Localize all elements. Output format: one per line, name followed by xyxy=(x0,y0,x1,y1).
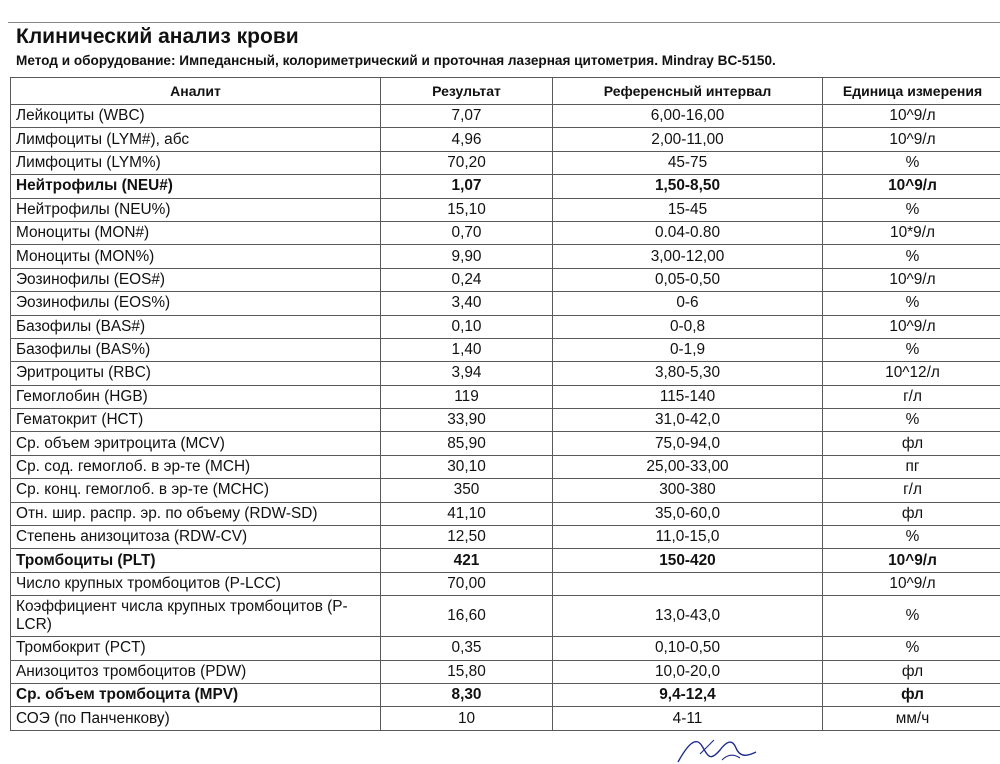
cell-analyte: Отн. шир. распр. эр. по объему (RDW-SD) xyxy=(11,502,381,525)
table-row xyxy=(11,637,1000,660)
cell-reference-range: 75,0-94,0 xyxy=(553,432,823,455)
cell-reference-range: 15-45 xyxy=(553,198,823,221)
results-table xyxy=(10,77,1000,731)
cell-result: 3,94 xyxy=(381,362,553,385)
cell-analyte: Ср. объем эритроцита (MCV) xyxy=(11,432,381,455)
cell-result: 12,50 xyxy=(381,526,553,549)
cell-reference-range: 0-0,8 xyxy=(553,315,823,338)
cell-unit: % xyxy=(823,198,1000,221)
table-header-row xyxy=(11,78,1000,105)
table-row xyxy=(11,175,1000,198)
cell-result: 41,10 xyxy=(381,502,553,525)
cell-analyte: Моноциты (MON%) xyxy=(11,245,381,268)
cell-result: 350 xyxy=(381,479,553,502)
cell-analyte: Лимфоциты (LYM%) xyxy=(11,151,381,174)
table-row xyxy=(11,707,1000,730)
cell-unit: г/л xyxy=(823,479,1000,502)
cell-unit: 10^9/л xyxy=(823,549,1000,572)
table-row xyxy=(11,128,1000,151)
table-row xyxy=(11,292,1000,315)
table-row xyxy=(11,432,1000,455)
cell-result: 3,40 xyxy=(381,292,553,315)
cell-reference-range: 150-420 xyxy=(553,549,823,572)
cell-reference-range: 9,4-12,4 xyxy=(553,683,823,706)
cell-analyte: Базофилы (BAS#) xyxy=(11,315,381,338)
header-unit: Единица измерения xyxy=(823,78,1000,105)
cell-result: 10 xyxy=(381,707,553,730)
cell-analyte: Эозинофилы (EOS#) xyxy=(11,268,381,291)
cell-unit: % xyxy=(823,151,1000,174)
cell-result: 4,96 xyxy=(381,128,553,151)
cell-reference-range: 3,00-12,00 xyxy=(553,245,823,268)
cell-reference-range: 0,10-0,50 xyxy=(553,637,823,660)
table-row xyxy=(11,362,1000,385)
cell-result: 1,07 xyxy=(381,175,553,198)
cell-result: 33,90 xyxy=(381,409,553,432)
header-reference-range: Референсный интервал xyxy=(553,78,823,105)
cell-analyte: Нейтрофилы (NEU%) xyxy=(11,198,381,221)
cell-reference-range: 11,0-15,0 xyxy=(553,526,823,549)
cell-analyte: Моноциты (MON#) xyxy=(11,221,381,244)
cell-reference-range xyxy=(553,572,823,595)
cell-analyte: Коэффициент числа крупных тромбоцитов (P-LCR) xyxy=(11,596,381,637)
table-row xyxy=(11,683,1000,706)
cell-reference-range: 300-380 xyxy=(553,479,823,502)
cell-reference-range: 0-6 xyxy=(553,292,823,315)
cell-result: 1,40 xyxy=(381,338,553,361)
cell-unit: г/л xyxy=(823,385,1000,408)
method-description: Метод и оборудование: Импедансный, колориметрический и проточная лазерная цитометрия. Mindray BC-5150. xyxy=(16,53,776,68)
table-row xyxy=(11,479,1000,502)
cell-reference-range: 0-1,9 xyxy=(553,338,823,361)
table-row xyxy=(11,198,1000,221)
table-row xyxy=(11,151,1000,174)
cell-unit: фл xyxy=(823,432,1000,455)
cell-unit: 10^9/л xyxy=(823,128,1000,151)
cell-reference-range: 0.04-0.80 xyxy=(553,221,823,244)
signature-image xyxy=(670,732,810,764)
cell-result: 119 xyxy=(381,385,553,408)
cell-unit: мм/ч xyxy=(823,707,1000,730)
cell-result: 15,10 xyxy=(381,198,553,221)
cell-analyte: Эозинофилы (EOS%) xyxy=(11,292,381,315)
cell-result: 16,60 xyxy=(381,596,553,637)
cell-unit: 10*9/л xyxy=(823,221,1000,244)
cell-analyte: Число крупных тромбоцитов (P-LCC) xyxy=(11,572,381,595)
cell-result: 0,70 xyxy=(381,221,553,244)
cell-unit: фл xyxy=(823,660,1000,683)
table-row xyxy=(11,526,1000,549)
table-row xyxy=(11,268,1000,291)
table-row xyxy=(11,596,1000,637)
cell-reference-range: 45-75 xyxy=(553,151,823,174)
table-row xyxy=(11,660,1000,683)
cell-result: 8,30 xyxy=(381,683,553,706)
cell-unit: 10^9/л xyxy=(823,175,1000,198)
cell-reference-range: 35,0-60,0 xyxy=(553,502,823,525)
cell-analyte: Гематокрит (HCT) xyxy=(11,409,381,432)
table-row xyxy=(11,315,1000,338)
cell-unit: фл xyxy=(823,502,1000,525)
table-row xyxy=(11,572,1000,595)
cell-reference-range: 115-140 xyxy=(553,385,823,408)
cell-result: 7,07 xyxy=(381,105,553,128)
cell-result: 0,24 xyxy=(381,268,553,291)
cell-result: 85,90 xyxy=(381,432,553,455)
cell-reference-range: 31,0-42,0 xyxy=(553,409,823,432)
cell-unit: % xyxy=(823,338,1000,361)
table-row xyxy=(11,105,1000,128)
cell-analyte: Гемоглобин (HGB) xyxy=(11,385,381,408)
table-row xyxy=(11,409,1000,432)
cell-reference-range: 25,00-33,00 xyxy=(553,455,823,478)
table-row xyxy=(11,549,1000,572)
cell-analyte: Эритроциты (RBC) xyxy=(11,362,381,385)
cell-analyte: Нейтрофилы (NEU#) xyxy=(11,175,381,198)
cell-unit: 10^12/л xyxy=(823,362,1000,385)
report-title: Клинический анализ крови xyxy=(16,25,299,48)
cell-analyte: Ср. сод. гемоглоб. в эр-те (MCH) xyxy=(11,455,381,478)
cell-analyte: Тромбоциты (PLT) xyxy=(11,549,381,572)
header-analyte: Аналит xyxy=(11,78,381,105)
cell-result: 70,00 xyxy=(381,572,553,595)
cell-analyte: Степень анизоцитоза (RDW-CV) xyxy=(11,526,381,549)
header-result: Результат xyxy=(381,78,553,105)
cell-result: 421 xyxy=(381,549,553,572)
cell-reference-range: 1,50-8,50 xyxy=(553,175,823,198)
table-row xyxy=(11,221,1000,244)
cell-unit: % xyxy=(823,637,1000,660)
cell-analyte: Ср. конц. гемоглоб. в эр-те (MCHC) xyxy=(11,479,381,502)
cell-result: 0,35 xyxy=(381,637,553,660)
cell-reference-range: 10,0-20,0 xyxy=(553,660,823,683)
table-row xyxy=(11,385,1000,408)
cell-unit: 10^9/л xyxy=(823,105,1000,128)
table-row xyxy=(11,338,1000,361)
cell-analyte: Базофилы (BAS%) xyxy=(11,338,381,361)
cell-analyte: Лейкоциты (WBC) xyxy=(11,105,381,128)
cell-analyte: Ср. объем тромбоцита (MPV) xyxy=(11,683,381,706)
cell-result: 15,80 xyxy=(381,660,553,683)
cell-result: 0,10 xyxy=(381,315,553,338)
table-row xyxy=(11,245,1000,268)
cell-result: 30,10 xyxy=(381,455,553,478)
table-row xyxy=(11,502,1000,525)
cell-unit: фл xyxy=(823,683,1000,706)
cell-unit: % xyxy=(823,292,1000,315)
cell-unit: % xyxy=(823,245,1000,268)
cell-unit: 10^9/л xyxy=(823,268,1000,291)
cell-analyte: Анизоцитоз тромбоцитов (PDW) xyxy=(11,660,381,683)
cell-reference-range: 4-11 xyxy=(553,707,823,730)
table-row xyxy=(11,455,1000,478)
cell-reference-range: 13,0-43,0 xyxy=(553,596,823,637)
cell-reference-range: 0,05-0,50 xyxy=(553,268,823,291)
cell-reference-range: 6,00-16,00 xyxy=(553,105,823,128)
cell-analyte: Лимфоциты (LYM#), абс xyxy=(11,128,381,151)
cell-unit: пг xyxy=(823,455,1000,478)
cell-unit: % xyxy=(823,409,1000,432)
cell-reference-range: 2,00-11,00 xyxy=(553,128,823,151)
cell-result: 70,20 xyxy=(381,151,553,174)
cell-unit: % xyxy=(823,596,1000,637)
cell-analyte: Тромбокрит (PCT) xyxy=(11,637,381,660)
cell-unit: % xyxy=(823,526,1000,549)
cell-result: 9,90 xyxy=(381,245,553,268)
cell-unit: 10^9/л xyxy=(823,572,1000,595)
cell-reference-range: 3,80-5,30 xyxy=(553,362,823,385)
top-divider xyxy=(8,22,1000,23)
cell-analyte: СОЭ (по Панченкову) xyxy=(11,707,381,730)
cell-unit: 10^9/л xyxy=(823,315,1000,338)
